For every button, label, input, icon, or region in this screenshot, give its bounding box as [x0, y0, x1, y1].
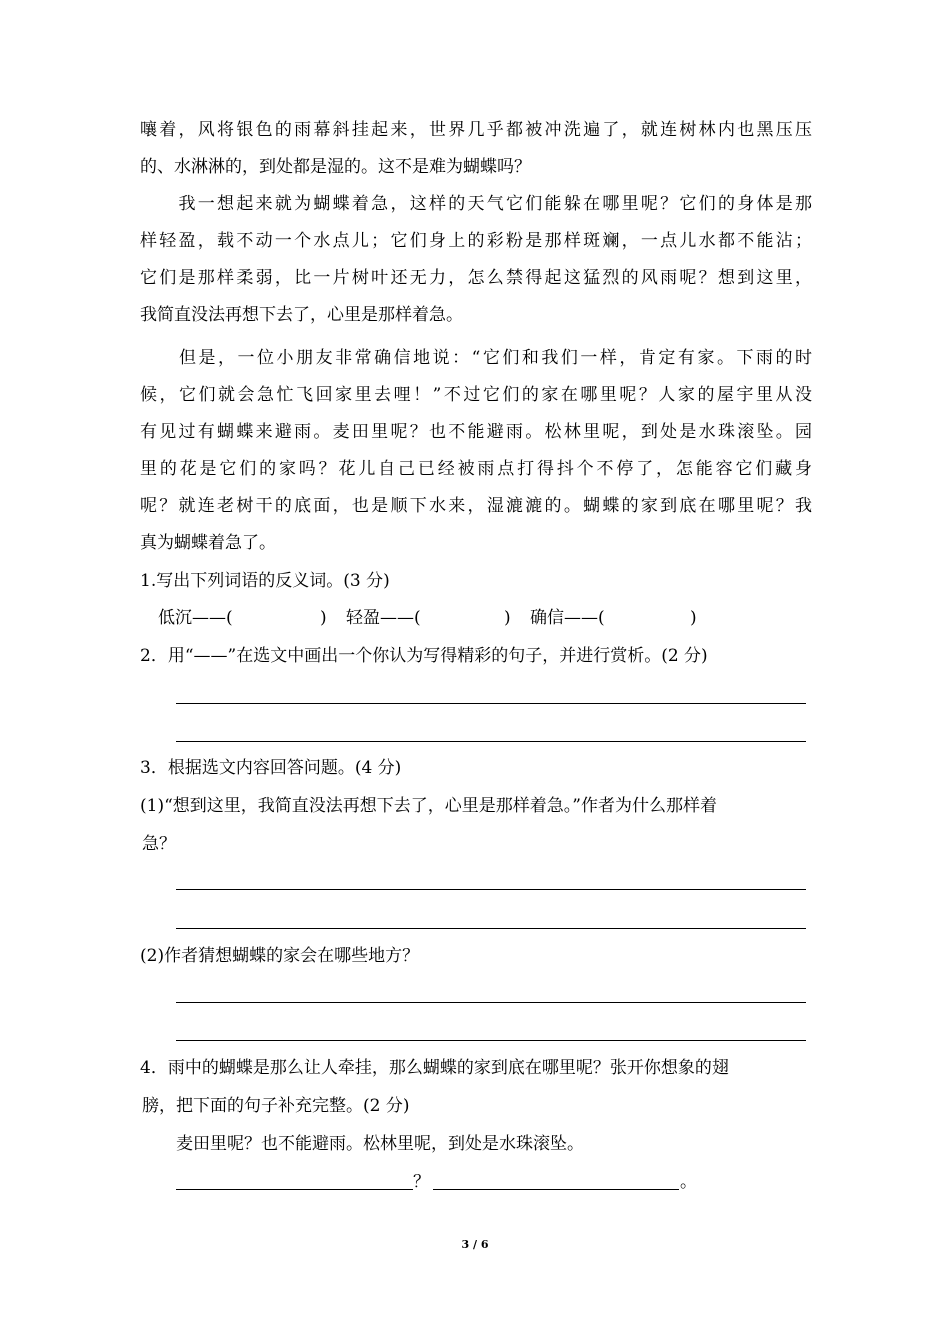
- answer-line[interactable]: [176, 703, 806, 704]
- answer-line[interactable]: [176, 889, 806, 890]
- question-1-antonym-row: [158, 600, 808, 637]
- page-number: 3 / 6: [461, 1238, 489, 1251]
- question-4-example: 麦田里呢？也不能避雨。松林里呢，到处是水珠滚坠。: [176, 1134, 584, 1154]
- fill-blank-2[interactable]: [433, 1189, 679, 1190]
- answer-line[interactable]: [176, 1002, 806, 1003]
- answer-line[interactable]: [176, 741, 806, 742]
- antonym-word-1: 低沉——(: [158, 608, 233, 628]
- passage-line: 呢？就连老树干的底面，也是顺下水来，湿漉漉的。蝴蝶的家到底在哪里呢？我: [140, 496, 812, 516]
- question-2-prompt: 2．用“——”在选文中画出一个你认为写得精彩的句子，并进行赏析。(2 分): [140, 646, 708, 666]
- question-1-prompt: 1.写出下列词语的反义词。(3 分): [140, 571, 390, 591]
- passage-line: 有见过有蝴蝶来避雨。麦田里呢？也不能避雨。松林里呢，到处是水珠滚坠。园: [140, 422, 812, 442]
- question-3-sub-1: (1)“想到这里，我简直没法再想下去了，心里是那样着急。”作者为什么那样着: [140, 796, 717, 816]
- antonym-close-1: ): [320, 608, 327, 628]
- question-3-sub-2: (2)作者猜想蝴蝶的家会在哪些地方？: [140, 946, 420, 966]
- question-3-sub-1-cont: 急？: [142, 834, 176, 854]
- question-4-period: 。: [680, 1172, 697, 1192]
- passage-line: 嚷着，风将银色的雨幕斜挂起来，世界几乎都被冲洗遍了，就连树林内也黑压压: [140, 120, 812, 140]
- passage-line: 真为蝴蝶着急了。: [140, 533, 276, 553]
- answer-line[interactable]: [176, 1040, 806, 1041]
- question-4-question-mark: ？: [413, 1172, 430, 1192]
- passage-line: 样轻盈，载不动一个水点儿；它们身上的彩粉是那样斑斓，一点儿水都不能沾；: [140, 231, 812, 251]
- question-4-prompt: 4．雨中的蝴蝶是那么让人牵挂，那么蝴蝶的家到底在哪里呢？张开你想象的翅: [140, 1058, 729, 1078]
- passage-line: 候，它们就会急忙飞回家里去哩！”不过它们的家在哪里呢？人家的屋宇里从没: [140, 385, 812, 405]
- passage-line: 的、水淋淋的，到处都是湿的。这不是难为蝴蝶吗？: [140, 157, 531, 177]
- passage-line: 但是，一位小朋友非常确信地说：“它们和我们一样，肯定有家。下雨的时: [140, 348, 812, 368]
- antonym-close-3: ): [690, 608, 697, 628]
- passage-line: 我简直没法再想下去了，心里是那样着急。: [140, 305, 463, 325]
- passage-line: 我一想起来就为蝴蝶着急，这样的天气它们能躲在哪里呢？它们的身体是那: [140, 194, 812, 214]
- passage-paragraph-3: [140, 340, 812, 562]
- passage-paragraph-1: [140, 112, 812, 186]
- passage-line: 它们是那样柔弱，比一片树叶还无力，怎么禁得起这猛烈的风雨呢？想到这里，: [140, 268, 812, 288]
- question-4-prompt-cont: 膀，把下面的句子补充完整。(2 分): [142, 1096, 410, 1116]
- passage-paragraph-2: [140, 186, 812, 334]
- antonym-word-3: 确信——(: [530, 608, 605, 628]
- passage-line: 里的花是它们的家吗？花儿自己已经被雨点打得抖个不停了，怎能容它们藏身: [140, 459, 812, 479]
- question-3-prompt: 3．根据选文内容回答问题。(4 分): [140, 758, 402, 778]
- antonym-word-2: 轻盈——(: [346, 608, 421, 628]
- answer-line[interactable]: [176, 928, 806, 929]
- antonym-close-2: ): [504, 608, 511, 628]
- fill-blank-1[interactable]: [176, 1189, 413, 1190]
